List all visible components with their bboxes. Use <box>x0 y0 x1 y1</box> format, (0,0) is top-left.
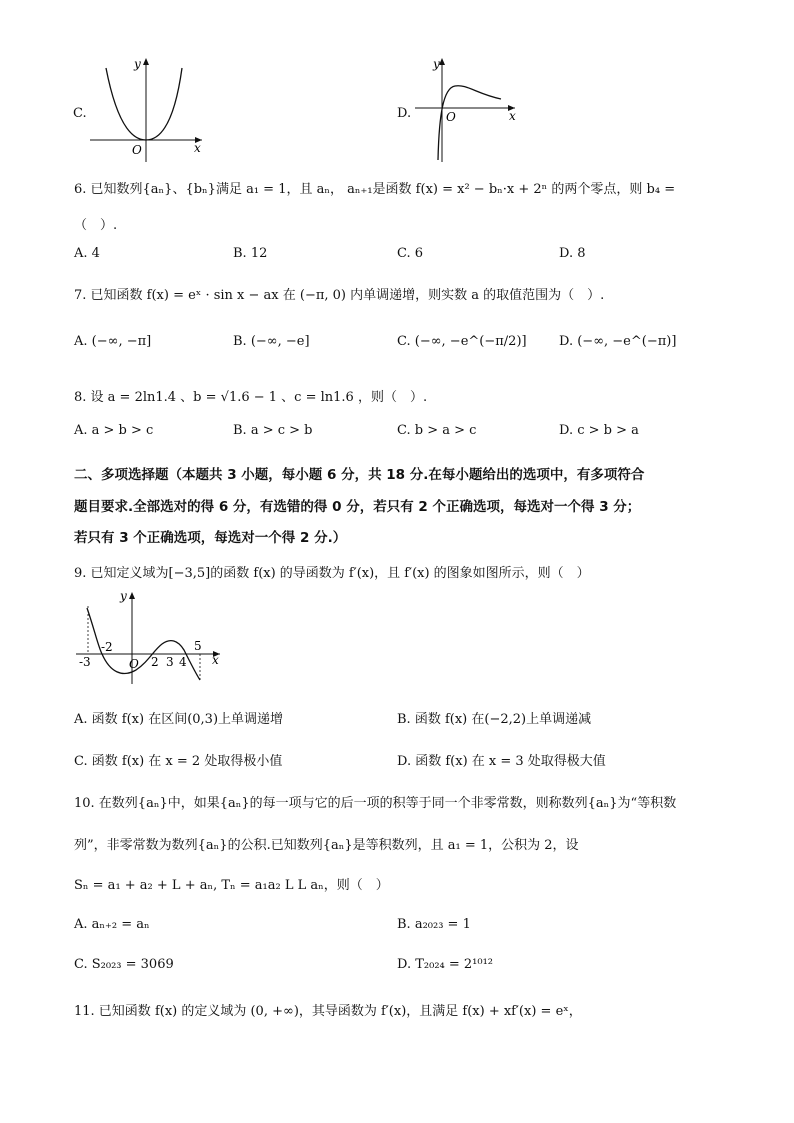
q9-option-d: D. 函数 f(x) 在 x = 3 处取得极大值 <box>397 754 606 769</box>
graph-c-y-label: y <box>134 57 141 71</box>
q8-option-b: B. a > c > b <box>233 423 313 438</box>
q9-tick-5: 5 <box>194 639 202 653</box>
graph-c-origin: O <box>132 143 142 157</box>
q6-option-d: D. 8 <box>559 246 586 261</box>
q7-option-b: B. (−∞, −e] <box>233 334 310 349</box>
q9-tick-neg3: -3 <box>79 655 91 669</box>
q8-option-c: C. b > a > c <box>397 423 477 438</box>
q9-y-label: y <box>120 589 127 603</box>
q10-option-d: D. T₂₀₂₄ = 2¹⁰¹² <box>397 957 494 972</box>
q9-tick-2: 2 <box>151 655 159 669</box>
q9-x-label: x <box>212 653 219 667</box>
graph-c-x-label: x <box>194 141 201 155</box>
q9-option-a: A. 函数 f(x) 在区间(0,3)上单调递增 <box>74 712 284 727</box>
q6-stem-line2: （ ）. <box>74 218 118 233</box>
q8-option-a: A. a > b > c <box>74 423 154 438</box>
graph-d-label: D. <box>397 106 412 121</box>
q9-derivative-graph <box>72 588 232 688</box>
q10-option-c: C. S₂₀₂₃ = 3069 <box>74 957 174 972</box>
q9-stem: 9. 已知定义域为[−3,5]的函数 f(x) 的导函数为 f′(x)，且 f′(x) 的图象如图所示，则（ ） <box>74 566 590 581</box>
graph-c-parabola <box>90 56 210 166</box>
q10-stem-line2: 列”，非零常数为数列{aₙ}的公积.已知数列{aₙ}是等积数列，且 a₁ = 1，公积为 2，设 <box>74 838 579 853</box>
section2-heading-line2: 题目要求.全部选对的得 6 分，有选错的得 0 分，若只有 2 个正确选项，每选对一个得 3 分； <box>74 499 641 515</box>
q6-option-b: B. 12 <box>233 246 268 261</box>
q11-stem: 11. 已知函数 f(x) 的定义域为 (0, +∞)，其导函数为 f′(x)，且满足 f(x) + xf′(x) = eˣ， <box>74 1004 582 1019</box>
q9-tick-neg2: -2 <box>101 640 113 654</box>
graph-c-curve <box>106 68 182 140</box>
q7-option-a: A. (−∞, −π] <box>74 334 152 349</box>
q9-tick-3: 3 <box>166 655 174 669</box>
q9-option-c: C. 函数 f(x) 在 x = 2 处取得极小值 <box>74 754 283 769</box>
q6-option-a: A. 4 <box>74 246 100 261</box>
q8-stem: 8. 设 a = 2ln1.4 、b = √1.6 − 1 、c = ln1.6 ，则（ ）. <box>74 390 428 405</box>
q9-origin: O <box>129 657 139 671</box>
q7-option-c: C. (−∞, −e^(−π/2)] <box>397 334 527 349</box>
q10-option-b: B. a₂₀₂₃ = 1 <box>397 917 471 932</box>
q8-option-d: D. c > b > a <box>559 423 639 438</box>
graph-d-origin: O <box>446 110 456 124</box>
section2-heading-line3: 若只有 3 个正确选项，每选对一个得 2 分.） <box>74 530 347 546</box>
graph-d-y-label: y <box>433 57 440 71</box>
q9-tick-4: 4 <box>179 655 187 669</box>
graph-c-label: C. <box>73 106 87 121</box>
q7-stem: 7. 已知函数 f(x) = eˣ · sin x − ax 在 (−π, 0) 内单调递增，则实数 a 的取值范围为（ ）. <box>74 288 605 303</box>
graph-d-x-label: x <box>509 109 516 123</box>
q10-stem-line3: Sₙ = a₁ + a₂ + L + aₙ, Tₙ = a₁a₂ L L aₙ，则（ ） <box>74 878 389 893</box>
q10-stem-line1: 10. 在数列{aₙ}中，如果{aₙ}的每一项与它的后一项的积等于同一个非零常数，则称数列{aₙ}为“等积数 <box>74 796 677 811</box>
section2-heading-line1: 二、多项选择题（本题共 3 小题，每小题 6 分，共 18 分.在每小题给出的选项中，有多项符合 <box>74 467 645 483</box>
q6-stem-line1: 6. 已知数列{aₙ}、{bₙ}满足 a₁ = 1，且 aₙ， aₙ₊₁是函数 f(x) = x² − bₙ·x + 2ⁿ 的两个零点，则 b₄ = <box>74 182 676 197</box>
graph-d-curve-figure <box>415 56 525 166</box>
q7-option-d: D. (−∞, −e^(−π)] <box>559 334 677 349</box>
q6-option-c: C. 6 <box>397 246 424 261</box>
q10-option-a: A. aₙ₊₂ = aₙ <box>74 917 150 932</box>
q9-option-b: B. 函数 f(x) 在(−2,2)上单调递减 <box>397 712 592 727</box>
